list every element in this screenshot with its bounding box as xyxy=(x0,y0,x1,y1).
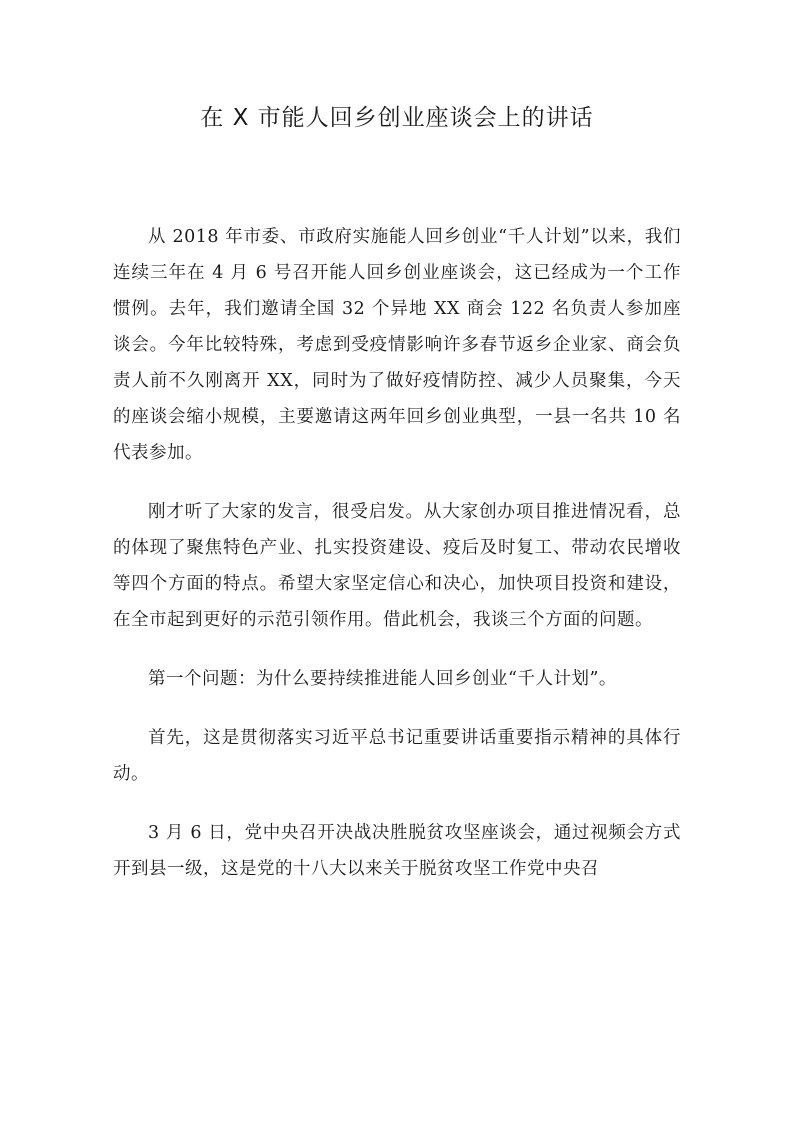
paragraph-intro: 从 2018 年市委、市政府实施能人回乡创业“千人计划”以来，我们连续三年在 4 月 6 号召开能人回乡创业座谈会，这已经成为一个工作惯例。去年，我们邀请全国 32 个异地 XX 商会 122 名负责人参加座谈会。今年比较特殊，考虑到受疫情影响许多春节返乡企业家、商会负责人前不久刚离开 XX，同时为了做好疫情防控、减少人员聚集，今天的座谈会缩小规模，主要邀请这两年回乡创业典型，一县一名共 10 名代表参加。 xyxy=(113,227,681,463)
document-title: 在 X 市能人回乡创业座谈会上的讲话 xyxy=(200,105,594,131)
paragraph-march-6: 3 月 6 日，党中央召开决战决胜脱贫攻坚座谈会，通过视频会方式开到县一级，这是党的十八大以来关于脱贫攻坚工作党中央召 xyxy=(113,823,681,879)
paragraph-first-question: 第一个问题：为什么要持续推进能人回乡创业“千人计划”。 xyxy=(148,669,617,689)
document-body xyxy=(113,219,681,910)
paragraph-feedback: 刚才听了大家的发言，很受启发。从大家创办项目推进情况看，总的体现了聚焦特色产业、扎实投资建设、疫后及时复工、带动农民增收等四个方面的特点。希望大家坚定信心和决心，加快项目投资和建设，在全市起到更好的示范引领作用。借此机会，我谈三个方面的问题。 xyxy=(113,502,681,630)
paragraph-firstly: 首先，这是贯彻落实习近平总书记重要讲话重要指示精神的具体行动。 xyxy=(113,728,681,784)
